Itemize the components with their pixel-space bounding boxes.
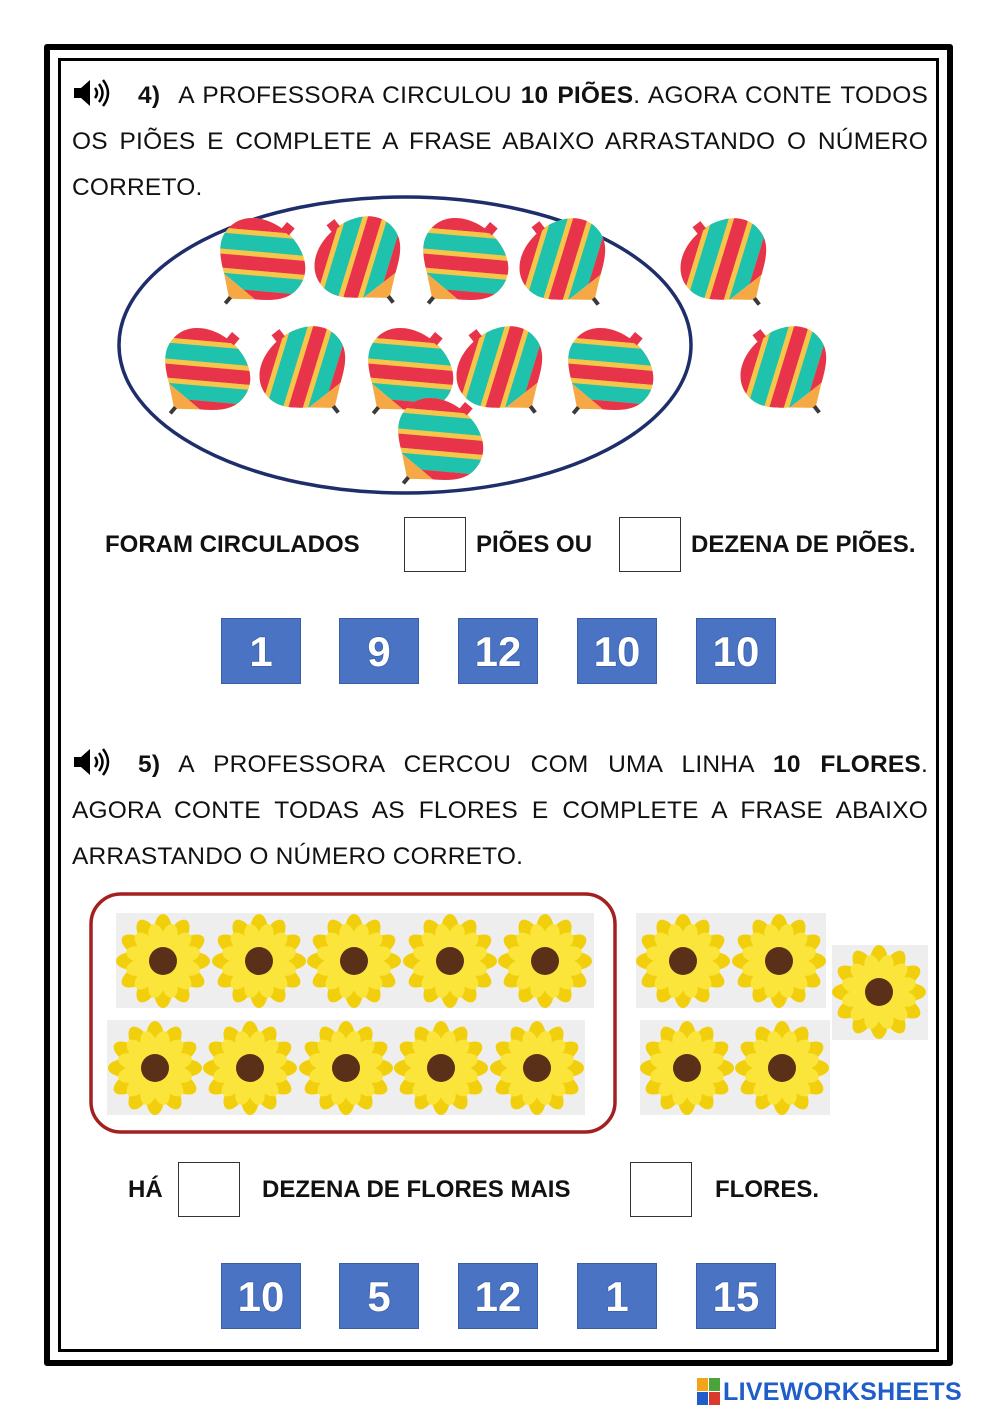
number-tile[interactable]: 10 <box>696 618 776 684</box>
number-tile[interactable]: 10 <box>221 1263 301 1329</box>
answer-box-3[interactable] <box>178 1162 240 1217</box>
speaker-icon[interactable] <box>72 747 112 777</box>
sentence-part-3: DEZENA DE PIÕES. <box>691 531 916 558</box>
question-text-intro: A PROFESSORA CERCOU COM UMA LINHA <box>178 751 754 778</box>
sunflower <box>640 1021 734 1115</box>
sunflower <box>498 914 592 1008</box>
sunflower <box>403 914 497 1008</box>
sentence-part-2: DEZENA DE FLORES MAIS <box>262 1176 571 1203</box>
question-text-rest: . AGORA CONTE TODAS AS FLORES E COMPLETE A FRASE ABAIXO ARRASTANDO O NÚMERO CORRETO. <box>72 751 928 870</box>
sunflower <box>212 914 306 1008</box>
question-number: 5) <box>138 751 161 778</box>
number-tile[interactable]: 1 <box>221 618 301 684</box>
question-text-rest: . AGORA CONTE TODOS OS PIÕES E COMPLETE A FRASE ABAIXO ARRASTANDO O NÚMERO CORRETO. <box>72 82 928 201</box>
number-tile[interactable]: 10 <box>577 618 657 684</box>
sunflower <box>832 945 926 1039</box>
answer-box-1[interactable] <box>404 517 466 572</box>
sentence-part-1: FORAM CIRCULADOS <box>105 531 360 558</box>
speaker-icon[interactable] <box>72 78 112 108</box>
sunflower <box>490 1021 584 1115</box>
logo-icon <box>697 1378 721 1406</box>
sunflower <box>735 1021 829 1115</box>
question-text-emphasis: 10 FLORES <box>773 751 921 778</box>
number-tile[interactable]: 9 <box>339 618 419 684</box>
number-tile[interactable]: 1 <box>577 1263 657 1329</box>
sunflower <box>299 1021 393 1115</box>
sunflower <box>394 1021 488 1115</box>
answer-box-2[interactable] <box>619 517 681 572</box>
question-5-text <box>72 742 928 880</box>
spinning-tops-illustration <box>0 185 1000 505</box>
sunflower <box>307 914 401 1008</box>
sunflower <box>108 1021 202 1115</box>
sentence-part-3: FLORES. <box>715 1176 820 1203</box>
answer-box-4[interactable] <box>630 1162 692 1217</box>
logo-text: LIVEWORKSHEETS <box>723 1377 962 1406</box>
question-text-intro: A PROFESSORA CIRCULOU <box>178 82 512 109</box>
sentence-part-2: PIÕES OU <box>476 531 593 558</box>
number-tile[interactable]: 12 <box>458 618 538 684</box>
number-tile[interactable]: 5 <box>339 1263 419 1329</box>
question-number: 4) <box>138 82 161 109</box>
sunflower <box>636 914 730 1008</box>
question-text-emphasis: 10 PIÕES <box>520 82 634 109</box>
liveworksheets-logo[interactable] <box>697 1376 992 1408</box>
sentence-part-1: HÁ <box>128 1176 163 1203</box>
sunflowers-illustration <box>0 885 1000 1140</box>
number-tile[interactable]: 15 <box>696 1263 776 1329</box>
sunflower <box>116 914 210 1008</box>
number-tile[interactable]: 12 <box>458 1263 538 1329</box>
sunflower <box>203 1021 297 1115</box>
sunflower <box>732 914 826 1008</box>
